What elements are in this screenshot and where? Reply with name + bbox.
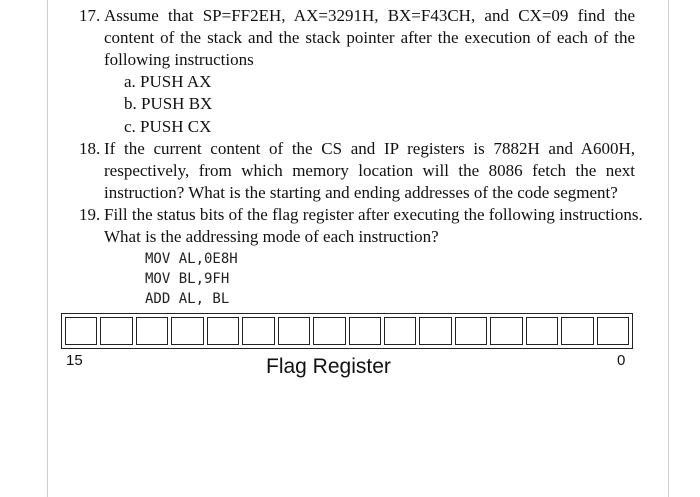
flag-register-title: Flag Register [266, 355, 391, 378]
q18-line-2: respectively, from which memory location will the 8086 fetch the next [104, 161, 635, 180]
flag-bit-15 [65, 317, 97, 345]
q19-line-1: Fill the status bits of the flag register after executing the following instructions. [104, 205, 643, 224]
flag-register-diagram [61, 313, 633, 349]
q17-item-a: a. PUSH AX [124, 72, 212, 91]
flag-bit-6 [384, 317, 416, 345]
q19-code-line-2: MOV BL,9FH [145, 271, 230, 287]
q17-item-c: c. PUSH CX [124, 117, 212, 136]
flag-bit-4 [455, 317, 487, 345]
flag-bit-8 [313, 317, 345, 345]
q17-item-b: b. PUSH BX [124, 94, 213, 113]
q19-code-line-1: MOV AL,0E8H [145, 251, 238, 267]
q19-code-line-3: ADD AL, BL [145, 291, 230, 307]
q19-number: 19. [79, 205, 101, 224]
flag-bit-low-label: 0 [617, 352, 626, 369]
page-edge-left [47, 0, 48, 497]
flag-bit-11 [207, 317, 239, 345]
q18-number: 18. [79, 139, 101, 158]
flag-bit-9 [278, 317, 310, 345]
flag-bit-13 [136, 317, 168, 345]
q17-line-1: Assume that SP=FF2EH, AX=3291H, BX=F43CH, and CX=09 find the [104, 6, 635, 25]
flag-bit-3 [490, 317, 522, 345]
page-edge-right [668, 0, 669, 497]
flag-bit-14 [100, 317, 132, 345]
q17-number: 17. [79, 6, 101, 25]
flag-bit-1 [561, 317, 593, 345]
q17-line-2: content of the stack and the stack pointer after the execution of each of the [104, 28, 635, 47]
flag-bit-12 [171, 317, 203, 345]
q17-line-3: following instructions [104, 50, 254, 69]
q18-line-3: instruction? What is the starting and ending addresses of the code segment? [104, 183, 618, 202]
flag-bit-7 [349, 317, 381, 345]
q19-line-2: What is the addressing mode of each instruction? [104, 227, 439, 246]
q18-line-1: If the current content of the CS and IP registers is 7882H and A600H, [104, 139, 635, 158]
flag-bit-10 [242, 317, 274, 345]
flag-bit-2 [526, 317, 558, 345]
flag-bit-5 [419, 317, 451, 345]
flag-bit-high-label: 15 [66, 352, 83, 369]
flag-bit-0 [597, 317, 629, 345]
